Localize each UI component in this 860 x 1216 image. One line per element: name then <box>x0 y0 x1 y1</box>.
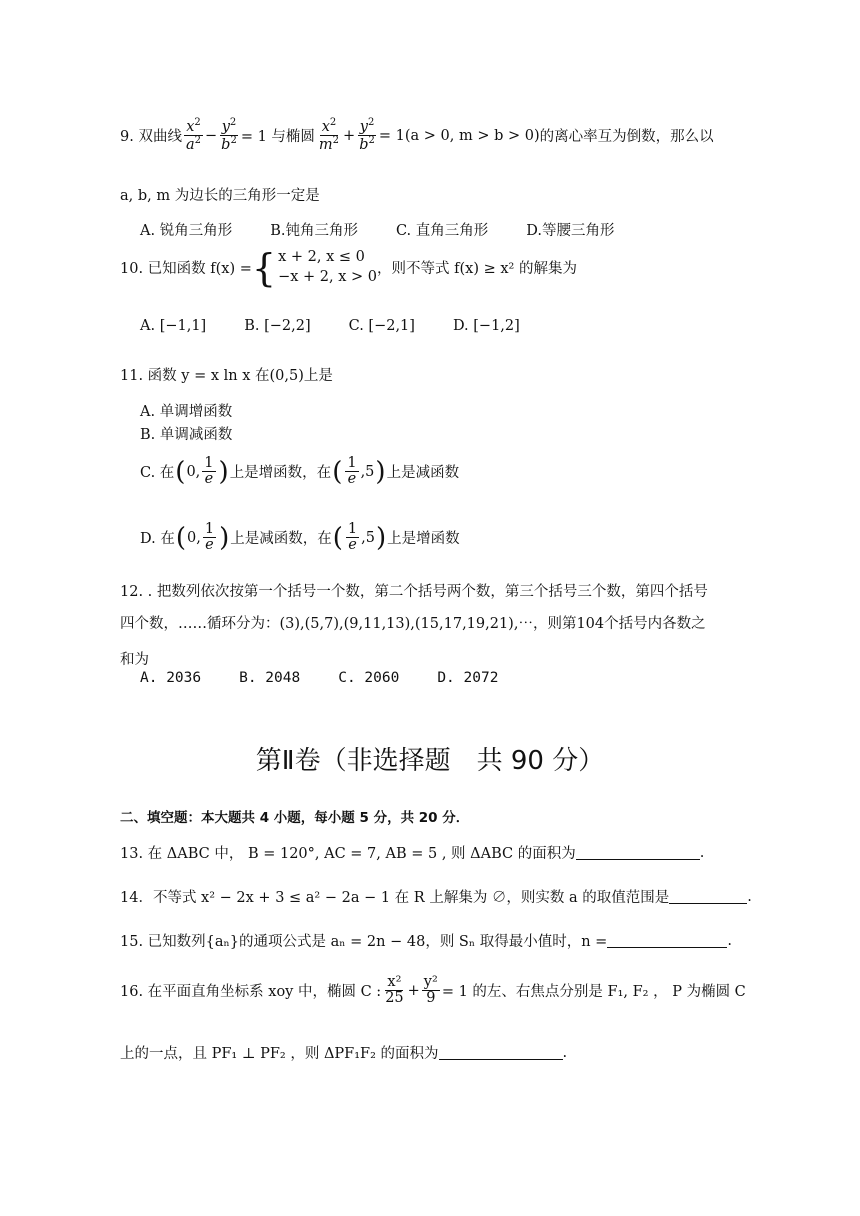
q12-option-c: C. 2060 <box>338 670 400 686</box>
q10-option-a: A. [−1,1] <box>140 318 207 334</box>
q9-frac-x-m: $\frac{x^2}{m^2}$ <box>318 117 340 153</box>
q9-option-b: B.钝角三角形 <box>270 223 358 239</box>
q10-case2: −x + 2, x > 0 <box>278 268 378 285</box>
q13: 13. 在 ΔABC 中， B = 120°, AC = 7, AB = 5 , 则 ΔABC 的面积为 . <box>120 842 704 863</box>
q10-options <box>140 318 558 334</box>
q9-options <box>140 219 652 240</box>
q11-option-d: D. 在 ( 0, $\frac{1}{e}$ ) 上是减函数，在 ( $\frac{1}{e}$ ,5 ) 上是增函数 <box>140 521 460 554</box>
q13-text: 13. 在 ΔABC 中， B = 120°, AC = 7, AB = 5 , 则 ΔABC 的面积为 <box>120 846 576 862</box>
q11-option-a: A. 单调增函数 <box>140 404 233 420</box>
q15-answer-blank[interactable] <box>607 933 727 948</box>
q11-stem: 11. 函数 y = x ln x 在(0,5)上是 <box>120 368 333 384</box>
q9-cond: = 1(a > 0, m > b > 0) <box>378 127 540 144</box>
q16-line1: 16. 在平面直角坐标系 xoy 中，椭圆 C : $\frac{\text{x²}}{25}$ + $\frac{\text{y²}}{9}$ = 1 的左、右焦点分别是 F₁, F₂ ， P 为椭圆 C <box>120 974 746 1007</box>
q12-options <box>140 670 536 686</box>
q14: 14．不等式 x² − 2x + 3 ≤ a² − 2a − 1 在 R 上解集为 ∅，则实数 a 的取值范围是 . <box>120 886 752 907</box>
q10-stem <box>120 245 577 290</box>
q9-option-c: C. 直角三角形 <box>395 223 489 239</box>
q10-option-d: D. [−1,2] <box>452 318 520 334</box>
q9-option-d: D.等腰三角形 <box>526 223 615 239</box>
section-title: 第Ⅱ卷（非选择题 共 90 分） <box>255 746 605 776</box>
q9-suffix: 的离心率互为倒数，那么以 <box>539 129 714 146</box>
fill-header: 二、填空题：本大题共 4 小题，每小题 5 分，共 20 分． <box>120 810 470 826</box>
q12-line1: 12. . 把数列依次按第一个括号一个数，第二个括号两个数，第三个括号三个数，第四个括号 <box>120 584 708 600</box>
q9-option-a: A. 锐角三角形 <box>140 223 233 239</box>
q12-option-b: B. 2048 <box>239 670 301 686</box>
q10-prefix: 10. 已知函数 f(x) = <box>120 261 252 278</box>
q10-case1: x + 2, x ≤ 0 <box>278 249 365 265</box>
q16-line2: 上的一点，且 PF₁ ⊥ PF₂ ，则 ΔPF₁F₂ 的面积为 . <box>120 1042 567 1063</box>
q12-option-d: D. 2072 <box>437 670 499 686</box>
q16-text: 上的一点，且 PF₁ ⊥ PF₂ ，则 ΔPF₁F₂ 的面积为 <box>120 1046 439 1062</box>
q10-option-c: C. [−2,1] <box>348 318 415 334</box>
q11-option-c: C. 在 ( 0, $\frac{1}{e}$ ) 上是增函数，在 ( $\frac{1}{e}$ ,5 ) 上是减函数 <box>140 455 460 488</box>
q14-answer-blank[interactable] <box>669 889 747 904</box>
q9-frac-y-b: $\frac{y^2}{b^2}$ <box>221 117 237 153</box>
q9-stem: 9. 双曲线 $\frac{x^2}{a^2}$ − $\frac{y^2}{b^2}$ = 1 与椭圆 $\frac{x^2}{m^2}$ + $\frac{y^2}{b^2}$ = 1(a > 0, m > b > 0) 的离心率互为倒数，那么以 <box>120 117 714 153</box>
q12-line3: 和为 <box>120 652 149 668</box>
q10-piecewise: { x + 2, x ≤ 0 −x + 2, x > 0 <box>251 245 378 290</box>
q10-suffix: ，则不等式 f(x) ≥ x² 的解集为 <box>377 261 577 278</box>
q16-answer-blank[interactable] <box>439 1045 563 1060</box>
q12-option-a: A. 2036 <box>140 670 202 686</box>
q9-prefix: 9. 双曲线 <box>120 129 182 146</box>
q10-option-b: B. [−2,2] <box>244 318 311 334</box>
q9-mid: = 1 与椭圆 <box>240 129 315 146</box>
q15: 15. 已知数列{aₙ}的通项公式是 aₙ = 2n − 48，则 Sₙ 取得最小值时，n = . <box>120 930 732 951</box>
q9-line2: a, b, m 为边长的三角形一定是 <box>120 188 320 204</box>
q13-answer-blank[interactable] <box>576 845 700 860</box>
q11-option-b: B. 单调减函数 <box>140 427 233 443</box>
q12-line2: 四个数，……循环分为：(3),(5,7),(9,11,13),(15,17,19,21),⋯，则第104个括号内各数之 <box>120 616 706 632</box>
q15-text: 15. 已知数列{aₙ}的通项公式是 aₙ = 2n − 48，则 Sₙ 取得最小值时，n = <box>120 934 608 950</box>
q9-frac-x-a: $\frac{x^2}{a^2}$ <box>185 117 201 153</box>
q9-frac-y-b2: $\frac{y^2}{b^2}$ <box>359 117 375 153</box>
q14-text: 14．不等式 x² − 2x + 3 ≤ a² − 2a − 1 在 R 上解集为 ∅，则实数 a 的取值范围是 <box>120 890 670 906</box>
